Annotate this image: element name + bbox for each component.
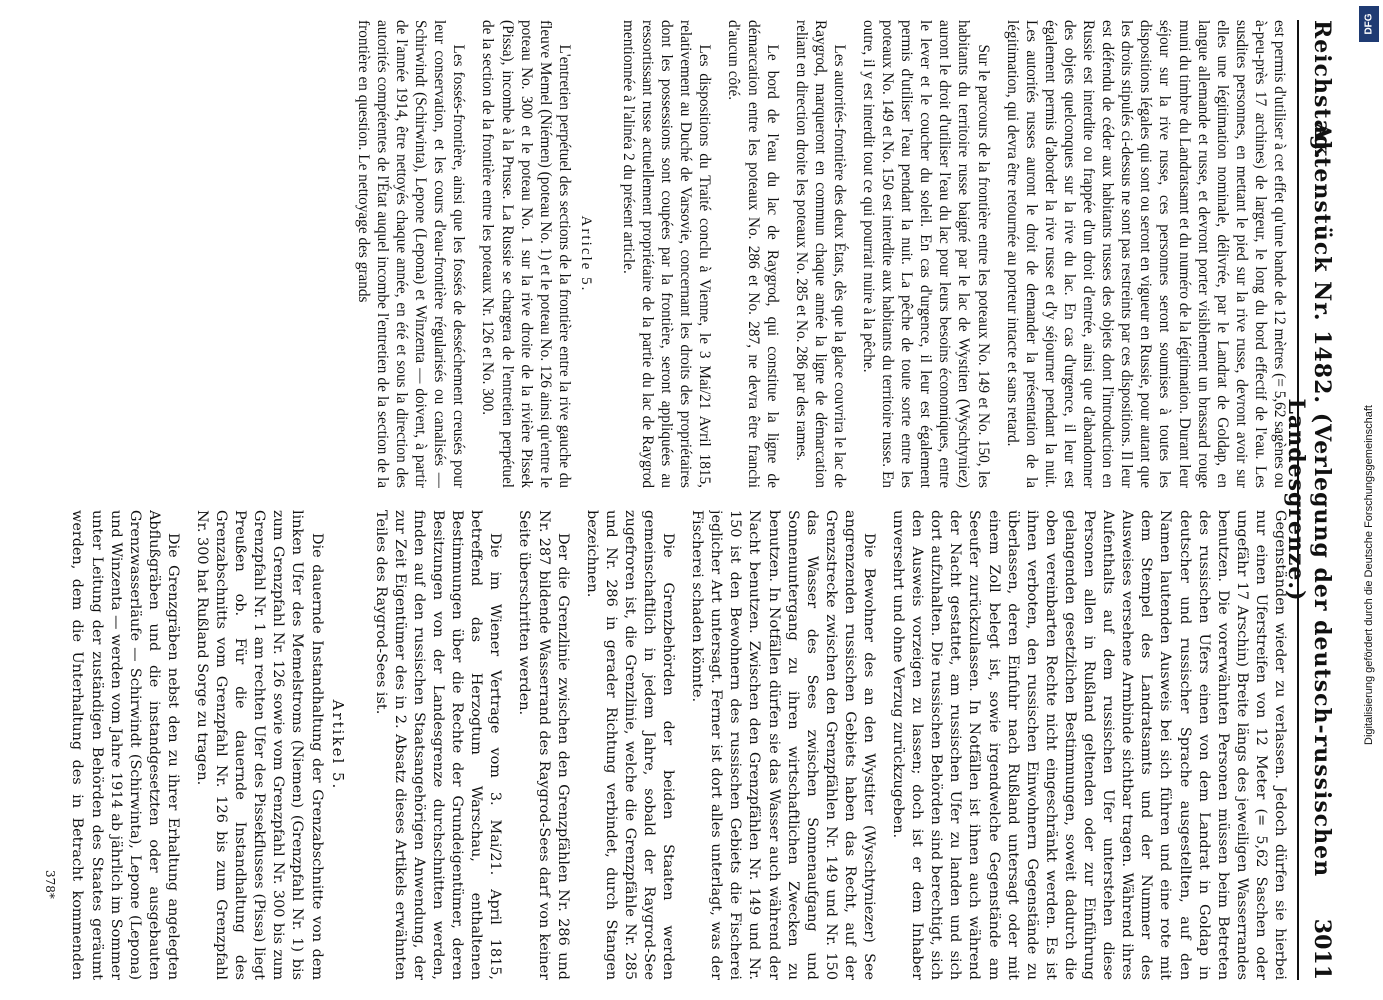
dfg-logo: DFG: [1359, 6, 1379, 42]
german-paragraph: Die Grenzbehörden der beiden Staaten werden gemeinschaftlich in jedem Jahre, sobald der Raygrod-See zugefroren ist, die Grenzlinie, welche die Grenzpfähle Nr. 285 und Nr. 286 in gerader Richtung verbindet, durch Stangen bezeichnen.: [583, 510, 677, 980]
german-paragraph: Gegenständen wieder zu verlassen. Jedoch dürfen sie hierbei nur einen Uferstreifen von 12 Meter (= 5,62 Saschen oder ungefähr 17 Arschin) Breite längs des jeweiligen Wasserrandes benutzen. Die vorerwähnten Personen müssen beim Betreten des russischen Ufers einen von dem Landrat in Goldap in deutscher und russischer Sprache ausgestellten, auf den Namen lautenden Ausweis bei sich führen und eine rote mit dem Stempel des Landratsamts und der Nummer des Ausweises versehene Armbinde sichtbar tragen. Während ihres Aufenthalts auf dem russischen Ufer unterstehen diese Personen allen in Rußland geltenden oder zur Einführung gelangenden gesetzlichen Bestimmungen, soweit dadurch die oben vereinbarten Rechte nicht eingeschränkt werden. Es ist ihnen verboten, den russischen Einwohnern Gegenstände zu überlassen, deren Einfuhr nach Rußland untersagt oder mit einem Zoll belegt ist, sowie irgendwelche Gegenstände am Seeufer zurückzulassen. In Notfällen ist ihnen auch während der Nacht gestattet, am russischen Ufer zu landen und sich dort aufzuhalten. Die russischen Behörden sind berechtigt, sich den Ausweis vorzeigen zu lassen; doch ist er dem Inhaber unversehrt und ohne Verzug zurückzugeben.: [890, 510, 1288, 980]
french-paragraph: Le bord de l'eau du lac de Raygrod, qui constitue la ligne de démarcation entre les poteaux No. 286 et No. 287, ne devra être franchi d'aucun côté.: [725, 20, 781, 488]
german-paragraph: Die Grenzgräben nebst den zu ihrer Erhaltung angelegten Abflußgräben und die instandgesetzten oder ausgebauten Grenzwasserläufe — Schirwindt (Schirwinta), Lepone (Lepona) und Winzenta — werden vom Jahre 1914 ab jährlich im Sommer unter Leitung der zuständigen Behörden des Staates geräumt werden, dem die Unterhaltung des in Betracht kommenden: [69, 510, 181, 980]
dfg-credit-text: Digitalisierung gefördert durch die Deutsche Forschungsgemeinschaft: [1363, 405, 1375, 745]
french-paragraph: Sur le parcours de la frontière entre les poteaux No. 149 et No. 150, les habitants du territoire russe baigné par le lac de Wystiten (Wyschtyniez) auront le droit d'utiliser l'eau du lac pour leurs besoins économiques, entre le lever et le coucher du soleil. En cas d'urgence, il leur est également permis d'utiliser l'eau pendant la nuit. La pêche de toute sorte entre les poteaux No. 149 et No. 150 est interdite aux habitants du territoire russe. En outre, il y est interdit tout ce qui pourrait nuire à la pêche.: [860, 20, 992, 488]
german-paragraph: Die im Wiener Vertrage vom 3. Mai/21. April 1815, betreffend das Herzogtum Warschau, enthaltenen Bestimmungen über die Rechte der Grundeigentümer, deren Besitzungen von der Landesgrenze durchschnitten werden, finden auf den russischen Staatsangehörigen Anwendung, der zur Zeit Eigentümer des in 2. Absatz dieses Artikels erwähnten Teiles des Raygrod-Sees ist.: [372, 510, 504, 980]
page-number: 3011: [1309, 918, 1335, 980]
german-paragraph: Die dauernde Instandhaltung der Grenzabschnitte von dem linken Ufer des Memelstroms (Niemen) (Grenzpfahl Nr. 1) bis zum Grenzpfahl Nr. 126 sowie vom Grenzpfahl Nr. 300 bis zum Grenzpfahl Nr. 1 am rechten Ufer des Pissekflusses (Pissa) liegt Preußen ob. Für die dauernde Instandhaltung des Grenzabschnitts vom Grenzpfahl Nr. 126 bis zum Grenzpfahl Nr. 300 hat Rußland Sorge zu tragen.: [194, 510, 325, 980]
german-paragraph: Die Bewohner des an den Wystiter (Wyschtyniezer) See angrenzenden russischen Gebiets haben das Recht, auf der Grenzstrecke zwischen den Grenzpfählen Nr. 149 und Nr. 150 das Wasser des Sees zwischen Sonnenaufgang und Sonnenuntergang zu ihren wirtschaftlichen Zwecken zu benutzen. In Notfällen dürfen sie das Wasser auch während der Nacht benutzen. Zwischen den Grenzpfählen Nr. 149 und Nr. 150 ist den Bewohnern des russischen Gebiets die Fischerei jeglicher Art untersagt. Ferner ist dort alles unterlagt, was der Fischerei schaden könnte.: [689, 510, 878, 980]
german-paragraph: Der die Grenzlinie zwischen den Grenzpfählen Nr. 286 und Nr. 287 bildende Wasserrand des Raygrod-Sees darf von keiner Seite überschritten werden.: [516, 510, 571, 980]
french-paragraph: Les autorités-frontière des deux États, dès que la glace couvrira le lac de Raygrod, marqueront en commun chaque année la ligne de démarcation reliant en direction droite les poteaux No. 285 et No. 286 par des rames.: [792, 20, 848, 488]
german-column: [69, 510, 1289, 980]
german-article-heading: Artikel 5.: [328, 699, 347, 791]
french-column: [69, 20, 1289, 488]
rotated-document-page: [35, 20, 1345, 980]
french-paragraph: Les fossés-frontière, ainsi que les fossés de desséchement creusés pour leur conservation, et les cours d'eau-frontière régularisés ou canalisés — Schirwindt (Schirwinta), Lepone (Lepona) et Winzenta — doivent, à partir de l'année 1914, être nettoyés chaque année, en été et sous la direction des autorités compétentes de l'État auquel incombe l'entretien de la section de la frontière en question. Le nettoyage des grands: [354, 20, 468, 488]
page-header: [1283, 20, 1345, 980]
signature-mark: 378*: [43, 870, 57, 899]
french-paragraph: Les dispositions du Traité conclu à Vienne, le 3 Mai/21 Avril 1815, relativement au Duché de Varsovie, concernant les droits des propriétaires dont les possessions sont coupées par la frontière, seront appliquées au ressortissant russe actuellement propriétaire de la partie du lac de Raygrod mentionnée à l'alinéa 2 du présent article.: [620, 20, 714, 488]
french-article-heading: Article 5.: [577, 215, 594, 293]
french-paragraph: L'entretien perpétuel des sections de la frontière entre la rive gauche du fleuve Memel (Niémen) (poteau No. 1) et le poteau No. 126 ainsi qu'entre le poteau No. 300 et le poteau No. 1 sur la rive droite de la rivière Pissek (Pissa), incombe à la Prusse. La Russie se chargera de l'entretien perpétuel de la section de la frontière entre les poteaux Nr. 126 et No. 300.: [479, 20, 573, 488]
french-paragraph: est permis d'utiliser à cet effet qu'une bande de 12 mètres (= 5,62 sagènes ou à-peu-près 17 archines) de largeur, le long du bord effectif de l'eau. Les susdites personnes, en mettant le pied sur la rive russe, devront avoir sur elles une légitimation nominale, délivrée, par le Landrat de Goldap, en langue allemande et russe, et devront porter visiblement un brassard rouge muni du timbre du Landratsamt et du numéro de la légitimation. Durant leur séjour sur la rive russe, ces personnes seront soumises à toutes les dispositions légales qui sont ou seront en vigueur en Russie, pour autant que les droits stipulés ci-dessus ne sont pas restreints par ces dispositions. Il leur est défendu de céder aux habitants russes des objets dont l'introduction en Russie est interdite ou frappée d'un droit d'entrée, ainsi que d'abandonner des objets quelconques sur la rive du lac. En cas d'urgence, il leur est également permis d'aborder la rive russe et d'y séjourner pendant la nuit. Les autorités russes auront le droit de demander la présentation de la légitimation, qui devra être retournée au porteur intacte et sans retard.: [1003, 20, 1288, 488]
dfg-credit-strip: [1357, 0, 1381, 1000]
header-title: Aktenstück Nr. 1482. (Verlegung der deutsch-russischen Landesgrenze.): [1283, 122, 1335, 878]
header-left: Reichstag.: [1309, 20, 1335, 160]
